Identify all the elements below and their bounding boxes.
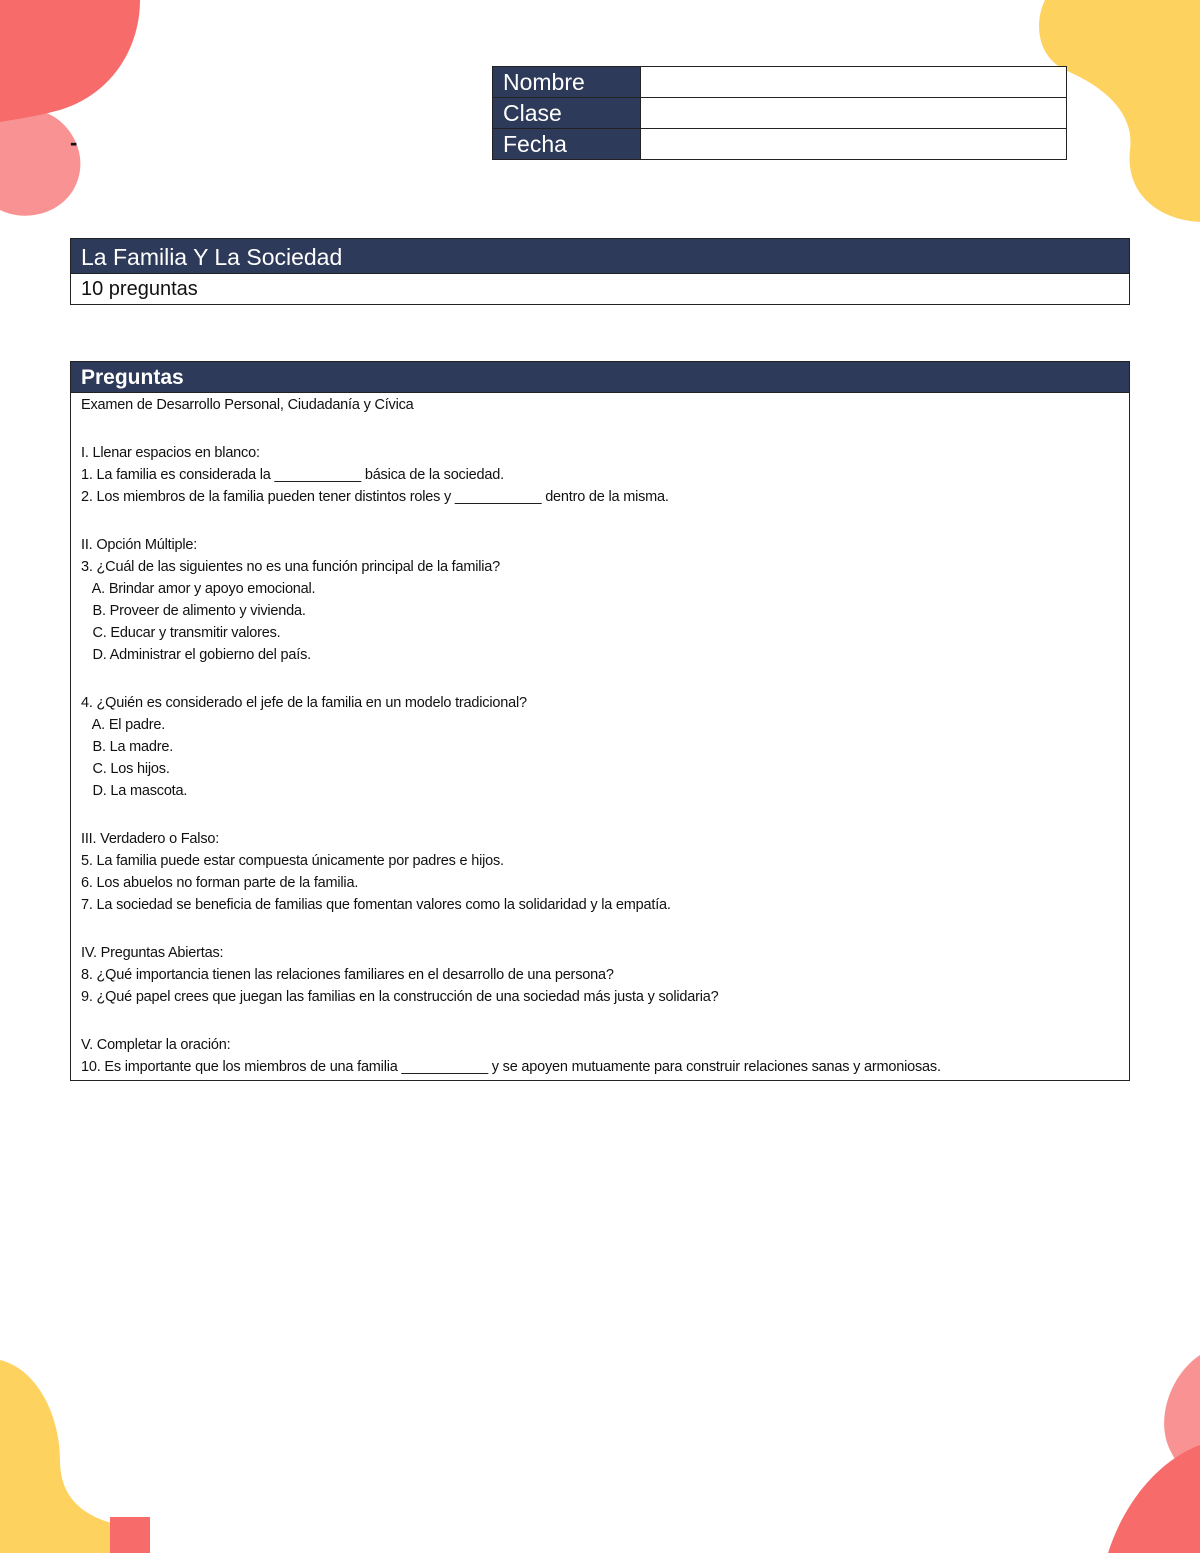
section-gap xyxy=(81,916,1129,942)
question-line: 5. La familia puede estar compuesta únicamente por padres e hijos. xyxy=(81,853,504,869)
question-line: A. Brindar amor y apoyo emocional. xyxy=(81,581,316,597)
section-gap xyxy=(81,508,1129,534)
student-info-table xyxy=(492,66,1067,160)
bottom-left-coral-square xyxy=(110,1517,150,1553)
fecha-label: Fecha xyxy=(493,129,641,160)
bottom-right-coral-blob xyxy=(1108,1445,1200,1553)
top-left-coral-blob xyxy=(0,0,140,122)
question-line: 10. Es importante que los miembros de una familia ___________ y se apoyen mutuamente para construir relaciones sanas y armoniosas. xyxy=(81,1059,941,1075)
question-line: D. Administrar el gobierno del país. xyxy=(81,647,311,663)
question-line: A. El padre. xyxy=(81,717,166,733)
questions-body xyxy=(71,393,1129,1080)
question-line: 3. ¿Cuál de las siguientes no es una función principal de la familia? xyxy=(81,559,501,575)
question-line: 6. Los abuelos no forman parte de la familia. xyxy=(81,875,359,891)
section-gap xyxy=(81,1008,1129,1034)
section-gap xyxy=(81,666,1129,692)
question-section-line: II. Opción Múltiple: xyxy=(81,537,198,553)
question-section-line: III. Verdadero o Falso: xyxy=(81,831,220,847)
question-line: 8. ¿Qué importancia tienen las relaciones familiares en el desarrollo de una persona? xyxy=(81,967,614,983)
section-gap xyxy=(81,802,1129,828)
fecha-field[interactable] xyxy=(641,129,1067,160)
questions-heading: Preguntas xyxy=(71,362,1129,393)
question-section-line: IV. Preguntas Abiertas: xyxy=(81,945,224,961)
clase-label: Clase xyxy=(493,98,641,129)
question-line: 7. La sociedad se beneficia de familias que fomentan valores como la solidaridad y la empatía. xyxy=(81,897,671,913)
nombre-label: Nombre xyxy=(493,67,641,98)
question-line: 1. La familia es considerada la ___________ básica de la sociedad. xyxy=(81,467,504,483)
question-line: D. La mascota. xyxy=(81,783,188,799)
question-count: 10 preguntas xyxy=(81,278,198,300)
section-gap xyxy=(81,416,1129,442)
question-line: 9. ¿Qué papel crees que juegan las familias en la construcción de una sociedad más justa y solidaria? xyxy=(81,989,719,1005)
top-left-pink-blob xyxy=(0,110,80,216)
question-section-line: I. Llenar espacios en blanco: xyxy=(81,445,260,461)
questions-block xyxy=(70,361,1130,1081)
question-line: B. Proveer de alimento y vivienda. xyxy=(81,603,306,619)
info-row-fecha xyxy=(493,129,1067,160)
question-line: C. Los hijos. xyxy=(81,761,170,777)
clase-field[interactable] xyxy=(641,98,1067,129)
nombre-field[interactable] xyxy=(641,67,1067,98)
info-row-nombre xyxy=(493,67,1067,98)
question-line: C. Educar y transmitir valores. xyxy=(81,625,281,641)
info-row-clase xyxy=(493,98,1067,129)
dash-mark: - xyxy=(70,130,78,155)
title-block xyxy=(70,238,1130,305)
page-title: La Familia Y La Sociedad xyxy=(71,239,1129,274)
question-line: 2. Los miembros de la familia pueden tener distintos roles y ___________ dentro de la misma. xyxy=(81,489,669,505)
question-section-line: V. Completar la oración: xyxy=(81,1037,231,1053)
exam-intro: Examen de Desarrollo Personal, Ciudadanía y Cívica xyxy=(81,397,414,413)
question-line: 4. ¿Quién es considerado el jefe de la familia en un modelo tradicional? xyxy=(81,695,527,711)
question-line: B. La madre. xyxy=(81,739,174,755)
